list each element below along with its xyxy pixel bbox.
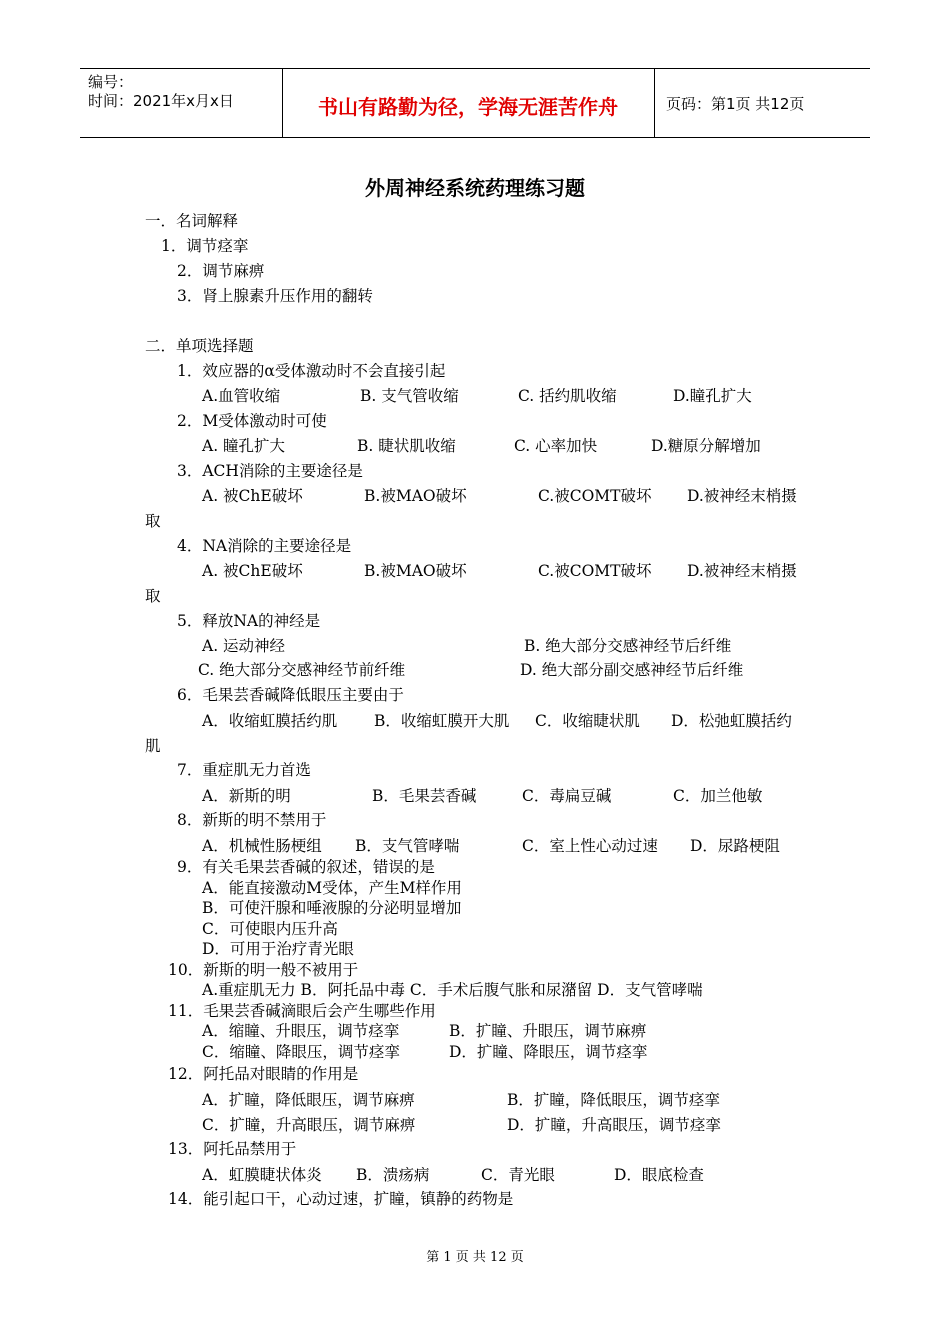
section-heading: 一．名词解释 [145,212,239,230]
option-a: A．扩瞳，降低眼压，调节麻痹 [202,1091,415,1109]
option-c: C. 括约肌收缩 [518,387,617,405]
option-c: C．扩瞳，升高眼压，调节麻痹 [202,1116,416,1134]
option-d: D．松弛虹膜括约 [671,712,792,730]
term-item: 2．调节麻痹 [177,262,265,280]
option-a: A. 被ChE破坏 [202,562,303,580]
document-time-label: 时间：2021年x月x日 [88,92,234,110]
question-stem: 10．新斯的明一般不被用于 [168,961,359,979]
question-stem: 7．重症肌无力首选 [177,761,311,779]
section-heading: 二．单项选择题 [145,337,254,355]
option-d: D.瞳孔扩大 [673,387,752,405]
header-meta [88,73,234,111]
option-a: A．新斯的明 [202,787,291,805]
option-c: C．毒扁豆碱 [522,787,612,805]
page-footer: 第 1 页 共 12 页 [426,1250,524,1265]
option-d: D．眼底检查 [614,1166,704,1184]
option-c: C.被COMT破坏 [538,562,652,580]
option-a: A. 瞳孔扩大 [202,437,286,455]
question-stem: 5．释放NA的神经是 [177,612,321,630]
option-a: A．收缩虹膜括约肌 [202,712,338,730]
option-b: B. 绝大部分交感神经节后纤维 [524,637,732,655]
option-c: C．可使眼内压升高 [202,920,338,938]
option-c: C．收缩睫状肌 [535,712,640,730]
option-d: D．尿路梗阻 [690,837,780,855]
question-stem: 8．新斯的明不禁用于 [177,811,327,829]
option-a: A．虹膜睫状体炎 [202,1166,322,1184]
option-wrap: 取 [145,512,161,530]
option-d: D．扩瞳，升高眼压，调节痉挛 [507,1116,721,1134]
question-stem: 14．能引起口干，心动过速，扩瞳，镇静的药物是 [168,1190,514,1208]
option-b: B．可使汗腺和唾液腺的分泌明显增加 [202,899,462,917]
option-b: B．毛果芸香碱 [372,787,477,805]
document-title: 外周神经系统药理练习题 [365,176,585,200]
option-d: D．扩瞳、降眼压，调节痉挛 [449,1043,648,1061]
option-b: B.被MAO破坏 [364,562,467,580]
option-d: D.被神经末梢摄 [687,562,797,580]
option-a: A．机械性肠梗组 [202,837,322,855]
option-b: B．收缩虹膜开大肌 [374,712,510,730]
option-a: A.血管收缩 [202,387,281,405]
option-b: B. 睫状肌收缩 [357,437,456,455]
options-line: A.重症肌无力 B．阿托品中毒 C．手术后腹气胀和尿潴留 D．支气管哮喘 [202,981,703,999]
option-b: B．支气管哮喘 [355,837,460,855]
option-c: C．缩瞳、降眼压，调节痉挛 [202,1043,400,1061]
option-d: D. 绝大部分副交感神经节后纤维 [520,661,744,679]
question-stem: 2．M受体激动时可使 [177,412,327,430]
question-stem: 4．NA消除的主要途径是 [177,537,352,555]
question-stem: 12．阿托品对眼睛的作用是 [168,1065,359,1083]
question-stem: 1．效应器的α受体激动时不会直接引起 [177,362,446,380]
option-c: C. 绝大部分交感神经节前纤维 [198,661,406,679]
option-d: D.糖原分解增加 [651,437,761,455]
header-page-info: 页码：第1页 共12页 [666,95,805,113]
option-b: B．扩瞳、升眼压，调节麻痹 [449,1022,647,1040]
header-motto: 书山有路勤为径，学海无涯苦作舟 [318,95,618,119]
question-stem: 13．阿托品禁用于 [168,1140,297,1158]
option-c: C.被COMT破坏 [538,487,652,505]
question-stem: 9．有关毛果芸香碱的叙述，错误的是 [177,858,435,876]
question-stem: 3．ACH消除的主要途径是 [177,462,363,480]
option-d: C．加兰他敏 [673,787,763,805]
option-a: A．缩瞳、升眼压，调节痉挛 [202,1022,400,1040]
header-divider [654,69,655,137]
option-wrap: 肌 [145,737,161,755]
option-d: D.被神经末梢摄 [687,487,797,505]
option-b: B.被MAO破坏 [364,487,467,505]
option-c: C．室上性心动过速 [522,837,658,855]
term-item: 1．调节痉挛 [161,237,249,255]
document-number-label: 编号： [88,73,134,91]
option-a: A. 运动神经 [202,637,286,655]
option-wrap: 取 [145,587,161,605]
option-b: B．扩瞳，降低眼压，调节痉挛 [507,1091,720,1109]
question-stem: 11．毛果芸香碱滴眼后会产生哪些作用 [168,1002,436,1020]
option-c: C．青光眼 [481,1166,555,1184]
question-stem: 6．毛果芸香碱降低眼压主要由于 [177,686,404,704]
option-b: B. 支气管收缩 [360,387,459,405]
page-header [80,68,870,138]
option-d: D．可用于治疗青光眼 [202,940,354,958]
option-c: C. 心率加快 [514,437,598,455]
option-a: A．能直接激动M受体，产生M样作用 [202,879,462,897]
term-item: 3．肾上腺素升压作用的翻转 [177,287,373,305]
option-a: A. 被ChE破坏 [202,487,303,505]
option-b: B．溃疡病 [356,1166,430,1184]
